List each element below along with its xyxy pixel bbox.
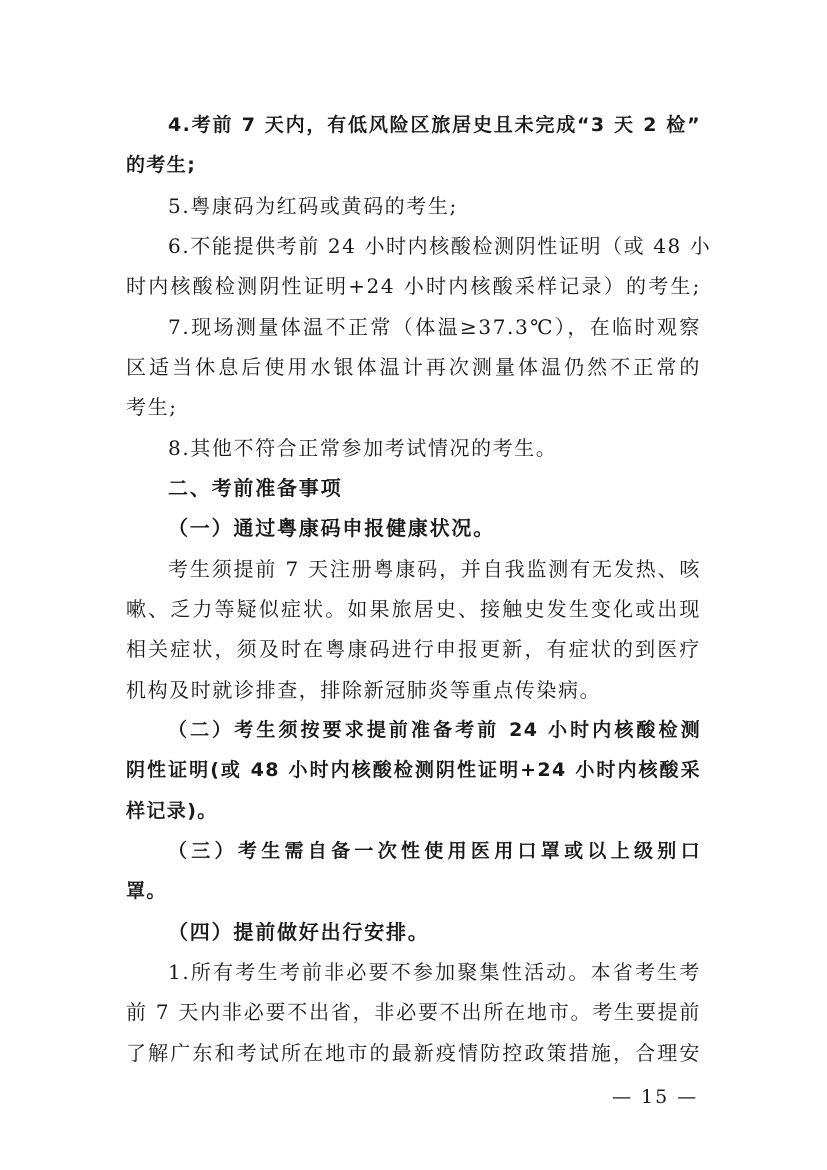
- paragraph-1-line-2: 嗽、乏力等疑似症状。如果旅居史、接触史发生变化或出现: [126, 597, 701, 621]
- subheading-3-line-2: 罩。: [126, 880, 167, 902]
- paragraph-1-line-1: 考生须提前 7 天注册粤康码，并自我监测有无发热、咳: [168, 557, 701, 581]
- subheading-4: （四）提前做好出行安排。: [168, 920, 430, 944]
- subheading-1: （一）通过粤康码申报健康状况。: [168, 516, 495, 540]
- paragraph-2-line-1: 1.所有考生考前非必要不参加聚集性活动。本省考生考: [168, 960, 701, 984]
- subheading-2-line-2: 阴性证明(或 48 小时内核酸检测阴性证明+24 小时内核酸采: [126, 759, 701, 781]
- item-6-line-1: 6.不能提供考前 24 小时内核酸检测阴性证明（或 48 小: [168, 234, 712, 258]
- item-8: 8.其他不符合正常参加考试情况的考生。: [168, 436, 558, 460]
- item-7-line-1: 7.现场测量体温不正常（体温≥37.3℃），在临时观察: [168, 315, 701, 339]
- subheading-3-line-1: （三）考生需自备一次性使用医用口罩或以上级别口: [168, 840, 701, 862]
- paragraph-2-line-3: 了解广东和考试所在地市的最新疫情防控政策措施，合理安: [126, 1041, 701, 1065]
- subheading-2-line-1: （二）考生须按要求提前准备考前 24 小时内核酸检测: [168, 719, 701, 741]
- item-4-line-2: 的考生;: [126, 154, 197, 176]
- item-4-line-1: 4.考前 7 天内，有低风险区旅居史且未完成“3 天 2 检”: [168, 114, 701, 136]
- subheading-2-line-3: 样记录)。: [126, 800, 218, 822]
- item-7-line-3: 考生;: [126, 395, 178, 419]
- item-6-line-2: 时内核酸检测阴性证明+24 小时内核酸采样记录）的考生;: [126, 274, 701, 298]
- paragraph-1-line-3: 相关症状，须及时在粤康码进行申报更新，有症状的到医疗: [126, 637, 701, 661]
- page-number: — 15 —: [612, 1086, 699, 1108]
- item-5: 5.粤康码为红码或黄码的考生;: [168, 194, 458, 218]
- item-7-line-2: 区适当休息后使用水银体温计再次测量体温仍然不正常的: [126, 355, 701, 379]
- section-heading: 二、考前准备事项: [168, 476, 343, 500]
- paragraph-2-line-2: 前 7 天内非必要不出省，非必要不出所在地市。考生要提前: [126, 1000, 701, 1024]
- paragraph-1-line-4: 机构及时就诊排查，排除新冠肺炎等重点传染病。: [126, 678, 602, 702]
